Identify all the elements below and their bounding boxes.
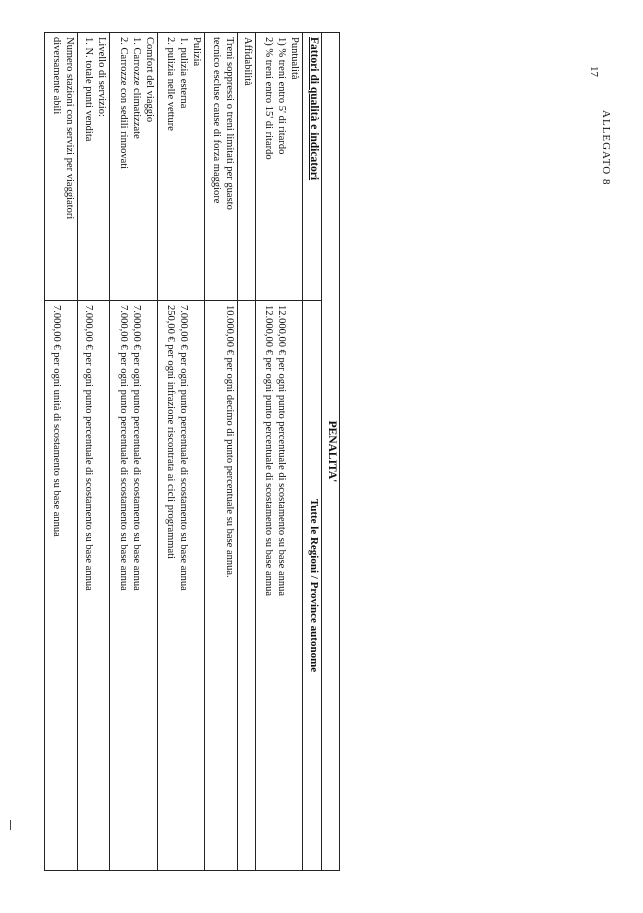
penalty-line: 10.000,00 € per ogni decimo di punto percentuale su base annua. <box>223 305 235 578</box>
rotated-table-wrapper <box>44 32 340 870</box>
table-row <box>255 33 302 871</box>
penalty-line <box>143 305 156 866</box>
table-body <box>45 33 303 871</box>
factor-line: Affidabilità <box>241 37 253 86</box>
table-row <box>204 33 237 871</box>
factor-line: 1. Carrozze climatizzate <box>130 37 142 139</box>
penalty-cell <box>204 301 237 871</box>
factor-line: 1. N. totale punti vendita <box>83 37 95 142</box>
factor-cell <box>255 33 302 301</box>
factor-line: Livello di servizio: <box>96 37 108 117</box>
penalty-line <box>190 305 203 866</box>
penalty-line: 7.000,00 € per ogni punto percentuale di scostamento su base annua <box>117 305 129 591</box>
factor-line: 2. Carrozze con sedili rinnovati <box>117 37 129 170</box>
penalty-line <box>63 305 76 866</box>
factor-cell <box>157 33 204 301</box>
penalty-line <box>95 305 108 866</box>
table-row <box>237 33 255 871</box>
penalty-cell <box>77 301 110 871</box>
penalty-line: 7.000,00 € per ogni punto percentuale di scostamento su base annua <box>177 305 189 591</box>
penalty-line: 12.000,00 € per ogni punto percentuale di scostamento su base annua <box>262 305 274 597</box>
penalty-cell <box>157 301 204 871</box>
factor-line: Numero stazioni con servizi per viaggiatori <box>63 37 75 220</box>
penalty-table <box>44 32 340 871</box>
table-row <box>110 33 157 871</box>
penalty-line: 7.000,00 € per ogni punto percentuale di scostamento su base annua <box>130 305 142 591</box>
factor-line: 2. pulizia nelle vetture <box>164 37 176 131</box>
margin-mark <box>10 820 11 830</box>
factor-line: Pulizia <box>190 37 202 67</box>
factor-cell <box>77 33 110 301</box>
factor-cell <box>110 33 157 301</box>
factor-line: diversamente abili <box>50 37 62 115</box>
factor-line: Comfort del viaggio <box>143 37 155 123</box>
factor-line: Treni soppressi o treni limitati per guasto <box>223 37 235 210</box>
penalty-line: 12.000,00 € per ogni punto percentuale di scostamento su base annua <box>275 305 287 597</box>
annex-label: ALLEGATO 8 <box>600 110 612 186</box>
factor-line: tecnico escluse cause di forza maggiore <box>210 37 222 204</box>
table-title: PENALITA' <box>322 33 340 871</box>
factor-cell <box>204 33 237 301</box>
factor-column-header: Fattori di qualità e indicatori <box>302 33 321 301</box>
penalty-cell <box>110 301 157 871</box>
penalty-line <box>210 305 223 866</box>
page-number: 17 <box>588 66 600 77</box>
factor-line: 1. pulizia esterna <box>177 37 189 109</box>
penalty-line: 7.000,00 € per ogni unità di scostamento su base annua <box>50 305 62 537</box>
penalty-line: 7.000,00 € per ogni punto percentuale di scostamento su base annua <box>83 305 95 591</box>
factor-cell <box>45 33 78 301</box>
penalty-cell <box>45 301 78 871</box>
penalty-line <box>288 305 301 866</box>
table-row <box>157 33 204 871</box>
table-row <box>77 33 110 871</box>
factor-cell <box>237 33 255 301</box>
factor-line: Puntualità <box>288 37 300 80</box>
table-row <box>45 33 78 871</box>
penalty-cell <box>237 301 255 871</box>
penalty-line <box>241 305 254 866</box>
penalty-line: 250,00 € per ogni infrazione riscontrata ai cicli programmati <box>164 305 176 559</box>
penalty-cell <box>255 301 302 871</box>
factor-line: 2) % treni entro 15' di ritardo <box>262 37 274 160</box>
factor-line: 1) % treni entro 5' di ritardo <box>275 37 287 155</box>
penalty-column-header: Tutte le Regioni / Province autonome <box>302 301 321 871</box>
